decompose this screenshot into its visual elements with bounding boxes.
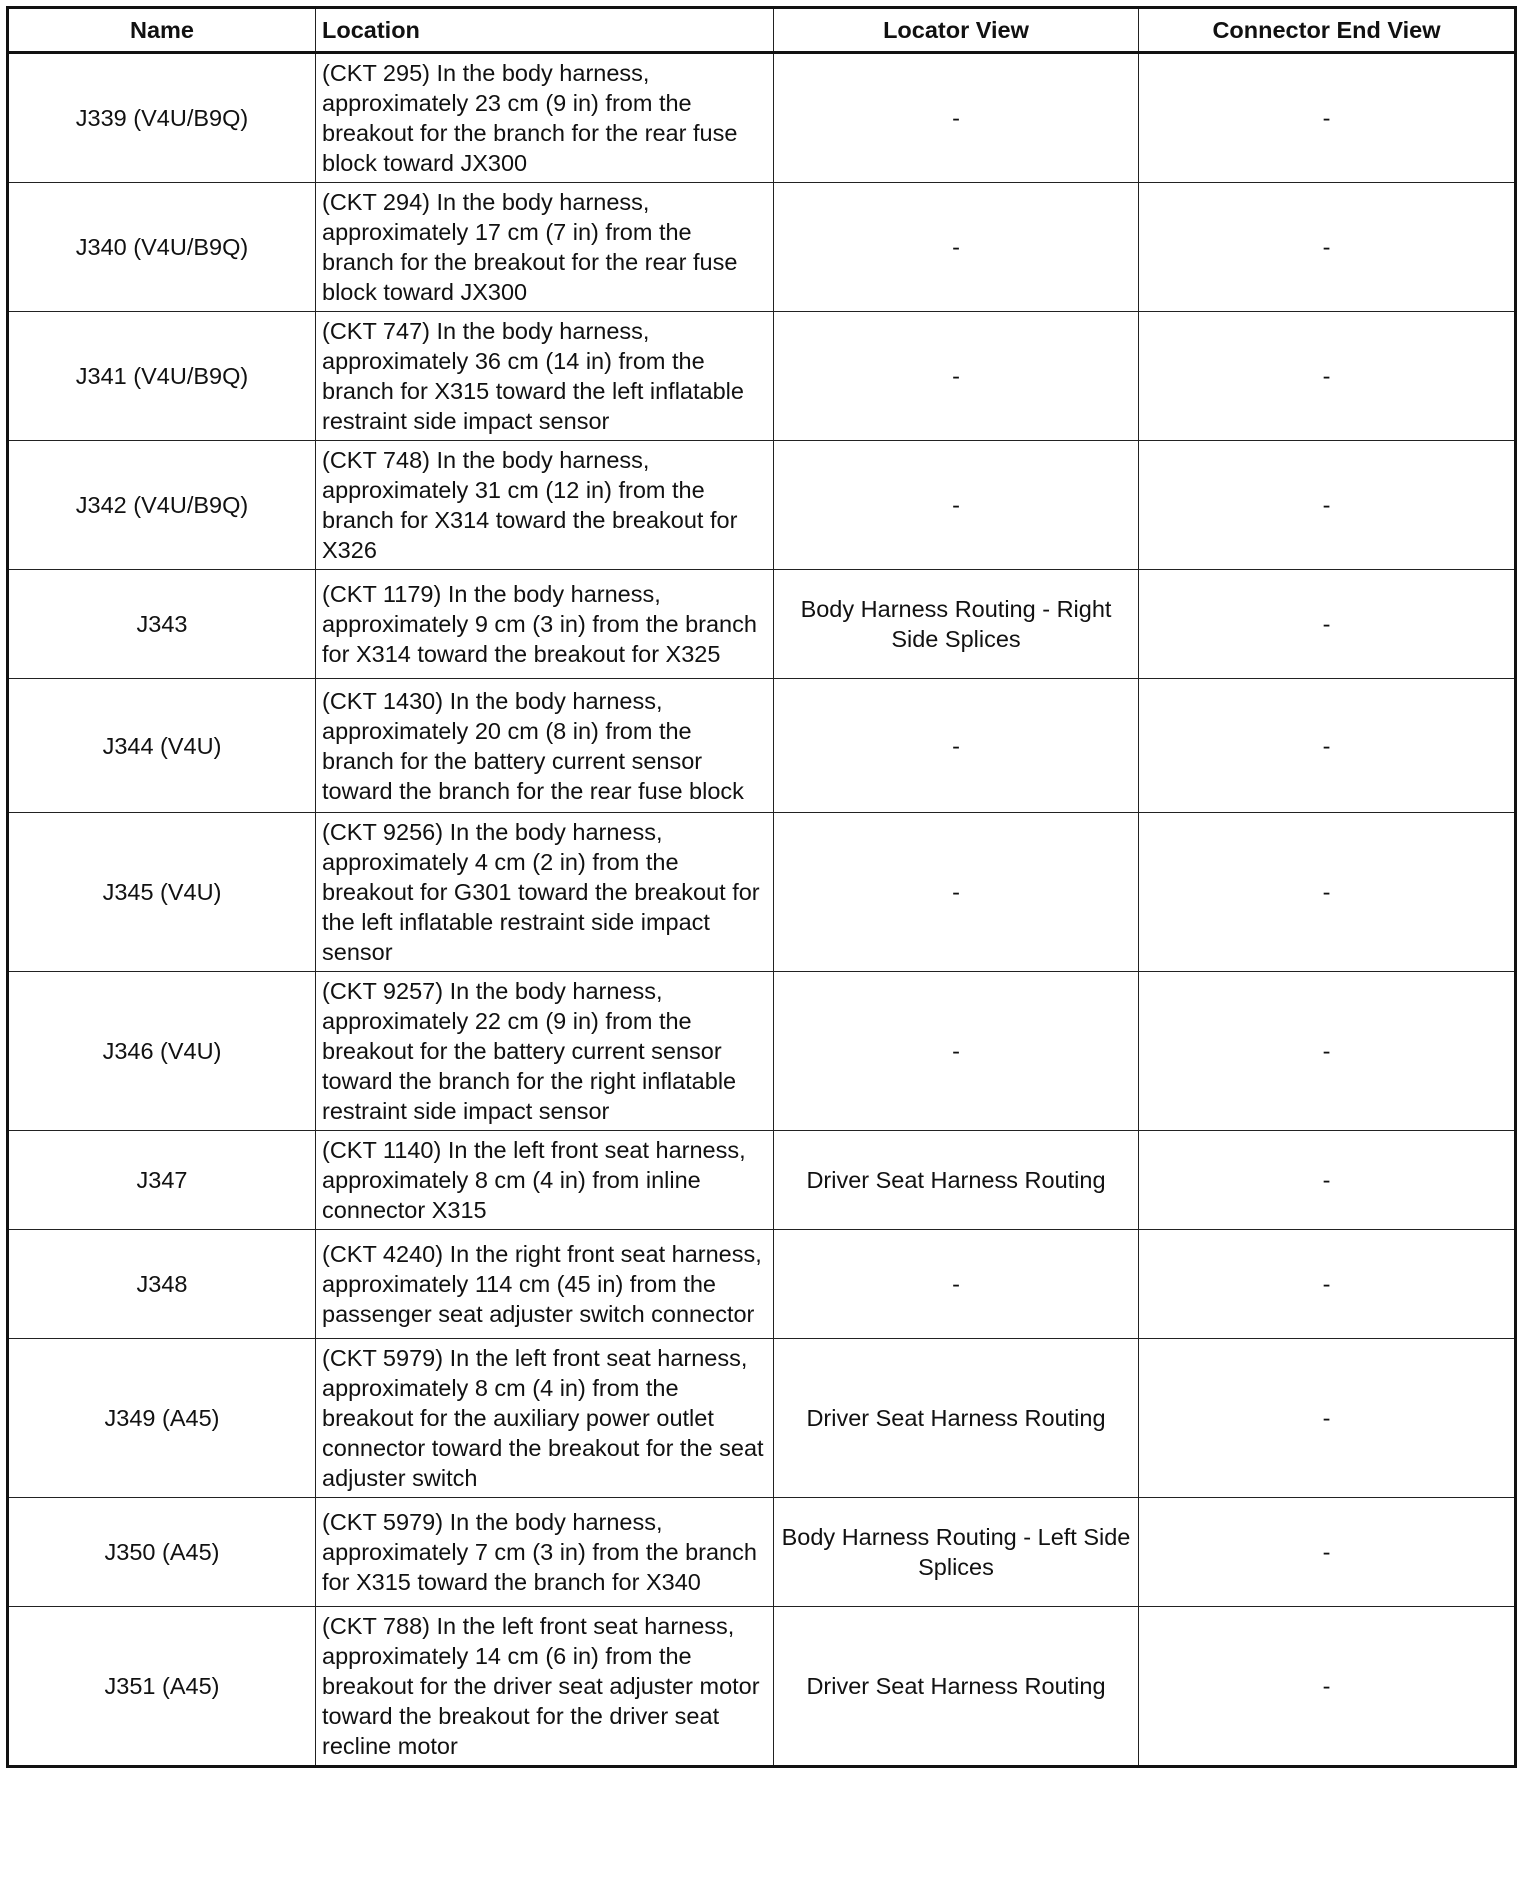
cell-location: (CKT 1140) In the left front seat harness, approximately 8 cm (4 in) from inline connector X315 bbox=[316, 1131, 774, 1230]
cell-location: (CKT 1430) In the body harness, approximately 20 cm (8 in) from the branch for the battery current sensor toward the branch for the rear fuse block bbox=[316, 679, 774, 813]
cell-connector-end-view: - bbox=[1139, 312, 1516, 441]
table-row bbox=[8, 972, 1516, 1131]
cell-locator-view: - bbox=[774, 53, 1139, 183]
table-row bbox=[8, 1498, 1516, 1607]
cell-locator-view: - bbox=[774, 813, 1139, 972]
table-row bbox=[8, 1230, 1516, 1339]
table-row bbox=[8, 570, 1516, 679]
cell-connector-end-view: - bbox=[1139, 1339, 1516, 1498]
cell-locator-view: Body Harness Routing - Right Side Splices bbox=[774, 570, 1139, 679]
cell-connector-end-view: - bbox=[1139, 1230, 1516, 1339]
cell-connector-end-view: - bbox=[1139, 679, 1516, 813]
table-body bbox=[8, 53, 1516, 1767]
cell-name: J344 (V4U) bbox=[8, 679, 316, 813]
cell-connector-end-view: - bbox=[1139, 53, 1516, 183]
cell-location: (CKT 5979) In the left front seat harness, approximately 8 cm (4 in) from the breakout for the auxiliary power outlet connector toward the breakout for the seat adjuster switch bbox=[316, 1339, 774, 1498]
table-row bbox=[8, 1607, 1516, 1767]
cell-name: J340 (V4U/B9Q) bbox=[8, 183, 316, 312]
cell-connector-end-view: - bbox=[1139, 570, 1516, 679]
cell-location: (CKT 788) In the left front seat harness, approximately 14 cm (6 in) from the breakout for the driver seat adjuster motor toward the breakout for the driver seat recline motor bbox=[316, 1607, 774, 1767]
cell-location: (CKT 1179) In the body harness, approximately 9 cm (3 in) from the branch for X314 toward the breakout for X325 bbox=[316, 570, 774, 679]
cell-name: J350 (A45) bbox=[8, 1498, 316, 1607]
header-location: Location bbox=[316, 8, 774, 53]
cell-name: J343 bbox=[8, 570, 316, 679]
header-connector-end-view: Connector End View bbox=[1139, 8, 1516, 53]
cell-location: (CKT 5979) In the body harness, approximately 7 cm (3 in) from the branch for X315 toward the branch for X340 bbox=[316, 1498, 774, 1607]
cell-locator-view: Driver Seat Harness Routing bbox=[774, 1339, 1139, 1498]
cell-connector-end-view: - bbox=[1139, 441, 1516, 570]
cell-locator-view: - bbox=[774, 441, 1139, 570]
cell-name: J351 (A45) bbox=[8, 1607, 316, 1767]
cell-location: (CKT 9257) In the body harness, approximately 22 cm (9 in) from the breakout for the battery current sensor toward the branch for the right inflatable restraint side impact sensor bbox=[316, 972, 774, 1131]
cell-location: (CKT 4240) In the right front seat harness, approximately 114 cm (45 in) from the passenger seat adjuster switch connector bbox=[316, 1230, 774, 1339]
cell-locator-view: Driver Seat Harness Routing bbox=[774, 1607, 1139, 1767]
cell-name: J339 (V4U/B9Q) bbox=[8, 53, 316, 183]
table-row bbox=[8, 183, 1516, 312]
cell-connector-end-view: - bbox=[1139, 1498, 1516, 1607]
cell-locator-view: - bbox=[774, 312, 1139, 441]
cell-locator-view: - bbox=[774, 183, 1139, 312]
table-row bbox=[8, 53, 1516, 183]
cell-name: J341 (V4U/B9Q) bbox=[8, 312, 316, 441]
cell-locator-view: - bbox=[774, 972, 1139, 1131]
cell-connector-end-view: - bbox=[1139, 972, 1516, 1131]
cell-connector-end-view: - bbox=[1139, 1131, 1516, 1230]
cell-locator-view: - bbox=[774, 679, 1139, 813]
table-row bbox=[8, 441, 1516, 570]
cell-location: (CKT 748) In the body harness, approximately 31 cm (12 in) from the branch for X314 toward the breakout for X326 bbox=[316, 441, 774, 570]
splice-table-container bbox=[6, 6, 1514, 1768]
cell-name: J342 (V4U/B9Q) bbox=[8, 441, 316, 570]
table-row bbox=[8, 312, 1516, 441]
cell-locator-view: Body Harness Routing - Left Side Splices bbox=[774, 1498, 1139, 1607]
cell-name: J346 (V4U) bbox=[8, 972, 316, 1131]
table-header bbox=[8, 8, 1516, 53]
cell-name: J349 (A45) bbox=[8, 1339, 316, 1498]
cell-connector-end-view: - bbox=[1139, 813, 1516, 972]
table-row bbox=[8, 1339, 1516, 1498]
cell-location: (CKT 9256) In the body harness, approximately 4 cm (2 in) from the breakout for G301 toward the breakout for the left inflatable restraint side impact sensor bbox=[316, 813, 774, 972]
table-row bbox=[8, 813, 1516, 972]
table-row bbox=[8, 679, 1516, 813]
cell-name: J345 (V4U) bbox=[8, 813, 316, 972]
cell-location: (CKT 294) In the body harness, approximately 17 cm (7 in) from the branch for the breakout for the rear fuse block toward JX300 bbox=[316, 183, 774, 312]
header-name: Name bbox=[8, 8, 316, 53]
header-locator-view: Locator View bbox=[774, 8, 1139, 53]
cell-name: J347 bbox=[8, 1131, 316, 1230]
cell-location: (CKT 747) In the body harness, approximately 36 cm (14 in) from the branch for X315 toward the left inflatable restraint side impact sensor bbox=[316, 312, 774, 441]
splice-table bbox=[6, 6, 1517, 1768]
table-row bbox=[8, 1131, 1516, 1230]
cell-connector-end-view: - bbox=[1139, 1607, 1516, 1767]
cell-connector-end-view: - bbox=[1139, 183, 1516, 312]
header-row bbox=[8, 8, 1516, 53]
cell-locator-view: Driver Seat Harness Routing bbox=[774, 1131, 1139, 1230]
cell-locator-view: - bbox=[774, 1230, 1139, 1339]
cell-location: (CKT 295) In the body harness, approximately 23 cm (9 in) from the breakout for the branch for the rear fuse block toward JX300 bbox=[316, 53, 774, 183]
cell-name: J348 bbox=[8, 1230, 316, 1339]
